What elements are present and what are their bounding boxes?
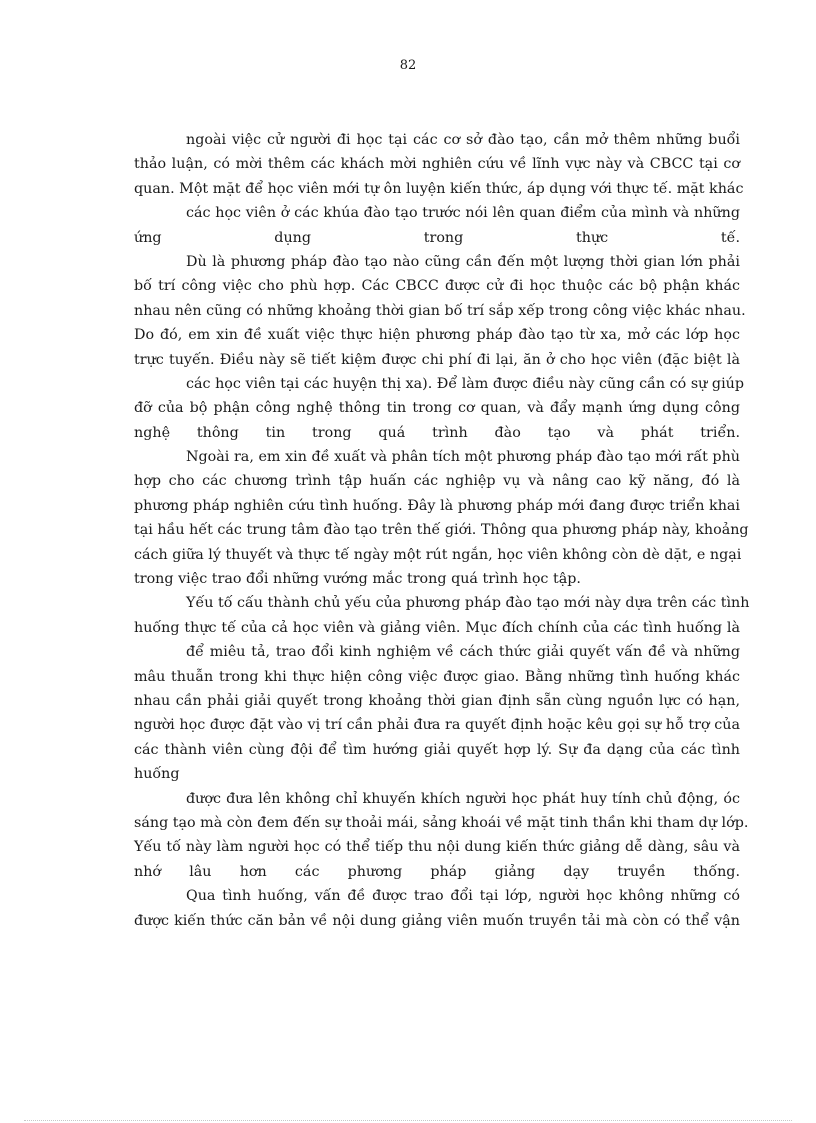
text-line: ngoài việc cử người đi học tại các cơ sở đào tạo, cần mở thêm những buổi — [186, 132, 740, 148]
text-line: hợp cho các chương trình tập huấn các nghiệp vụ và nâng cao kỹ năng, đó là — [134, 473, 740, 490]
text-line: trực tuyến. Điều này sẽ tiết kiệm được chi phí đi lại, ăn ở cho học viên (đặc biệt là — [134, 351, 740, 368]
text-line: Ngoài ra, em xin đề xuất và phân tích một phương pháp đào tạo mới rất phù — [186, 449, 740, 466]
text-line: Do đó, em xin đề xuất việc thực hiện phương pháp đào tạo từ xa, mở các lớp học — [134, 327, 740, 344]
text-line: các học viên tại các huyện thị xa). Để làm được điều này cũng cần có sự giúp — [186, 375, 745, 392]
text-line: Yếu tố cấu thành chủ yếu của phương pháp đào tạo mới này dựa trên các tình — [186, 595, 750, 612]
text-line: nhau nên cũng có những khoảng thời gian bố trí sắp xếp trong công việc khác nhau. — [134, 302, 746, 319]
text-line: được kiến thức căn bản về nội dung giảng viên muốn truyền tải mà còn có thể vận — [134, 912, 740, 929]
text-line: Yếu tố này làm người học có thể tiếp thu nội dung kiến thức giảng dễ dàng, sâu và — [134, 839, 740, 856]
text-line: sáng tạo mà còn đem đến sự thoải mái, sảng khoái về mặt tinh thần khi tham dự lớp. — [134, 814, 749, 831]
text-line: tại hầu hết các trung tâm đào tạo trên thế giới. Thông qua phương pháp này, khoảng — [134, 522, 749, 539]
text-line: để miêu tả, trao đổi kinh nghiệm về cách thức giải quyết vấn đề và những — [186, 644, 740, 661]
text-line: bố trí công việc cho phù hợp. Các CBCC được cử đi học thuộc các bộ phận khác — [134, 278, 740, 295]
text-line: ứng dụng trong thực tế. — [134, 229, 740, 246]
text-line: Qua tình huống, vấn đề được trao đổi tại lớp, người học không những có — [186, 888, 740, 905]
text-line: phương pháp nghiên cứu tình huống. Đây là phương pháp mới đang được triển khai — [134, 497, 740, 514]
text-line: nghệ thông tin trong quá trình đào tạo và phát triển. — [134, 424, 740, 441]
text-line: Dù là phương pháp đào tạo nào cũng cần đến một lượng thời gian lớn phải — [186, 253, 740, 270]
document-body — [134, 128, 750, 933]
text-line: huống — [134, 766, 180, 783]
text-line: các học viên ở các khúa đào tạo trước nói lên quan điểm của mình và những — [186, 205, 740, 222]
text-line: được đưa lên không chỉ khuyến khích người học phát huy tính chủ động, óc — [186, 790, 740, 807]
page-bottom-divider — [24, 1120, 792, 1121]
text-line: đỡ của bộ phận công nghệ thông tin trong cơ quan, và đẩy mạnh ứng dụng công — [134, 400, 740, 417]
text-line: thảo luận, có mời thêm các khách mời nghiên cứu về lĩnh vực này và CBCC tại cơ — [134, 156, 740, 173]
text-line: người học được đặt vào vị trí cần phải đưa ra quyết định hoặc kêu gọi sự hỗ trợ của — [134, 717, 740, 734]
page-number: 82 — [399, 58, 417, 73]
text-line: cách giữa lý thuyết và thực tế ngày một rút ngắn, học viên không còn dè dặt, e ngại — [134, 546, 742, 563]
text-line: nhau cần phải giải quyết trong khoảng thời gian định sẵn cùng nguồn lực có hạn, — [134, 692, 740, 709]
text-line: mâu thuẫn trong khi thực hiện công việc được giao. Bằng những tình huống khác — [134, 668, 740, 685]
text-line: các thành viên cùng đội để tìm hướng giải quyết hợp lý. Sự đa dạng của các tình — [134, 741, 740, 758]
text-line: quan. Một mặt để học viên mới tự ôn luyện kiến thức, áp dụng với thực tế. mặt khác — [134, 180, 744, 197]
text-line: huống thực tế của cả học viên và giảng viên. Mục đích chính của các tình huống là — [134, 619, 740, 636]
text-line: trong việc trao đổi những vướng mắc trong quá trình học tập. — [134, 571, 581, 588]
text-line: nhớ lâu hơn các phương pháp giảng dạy truyền thống. — [134, 863, 740, 880]
